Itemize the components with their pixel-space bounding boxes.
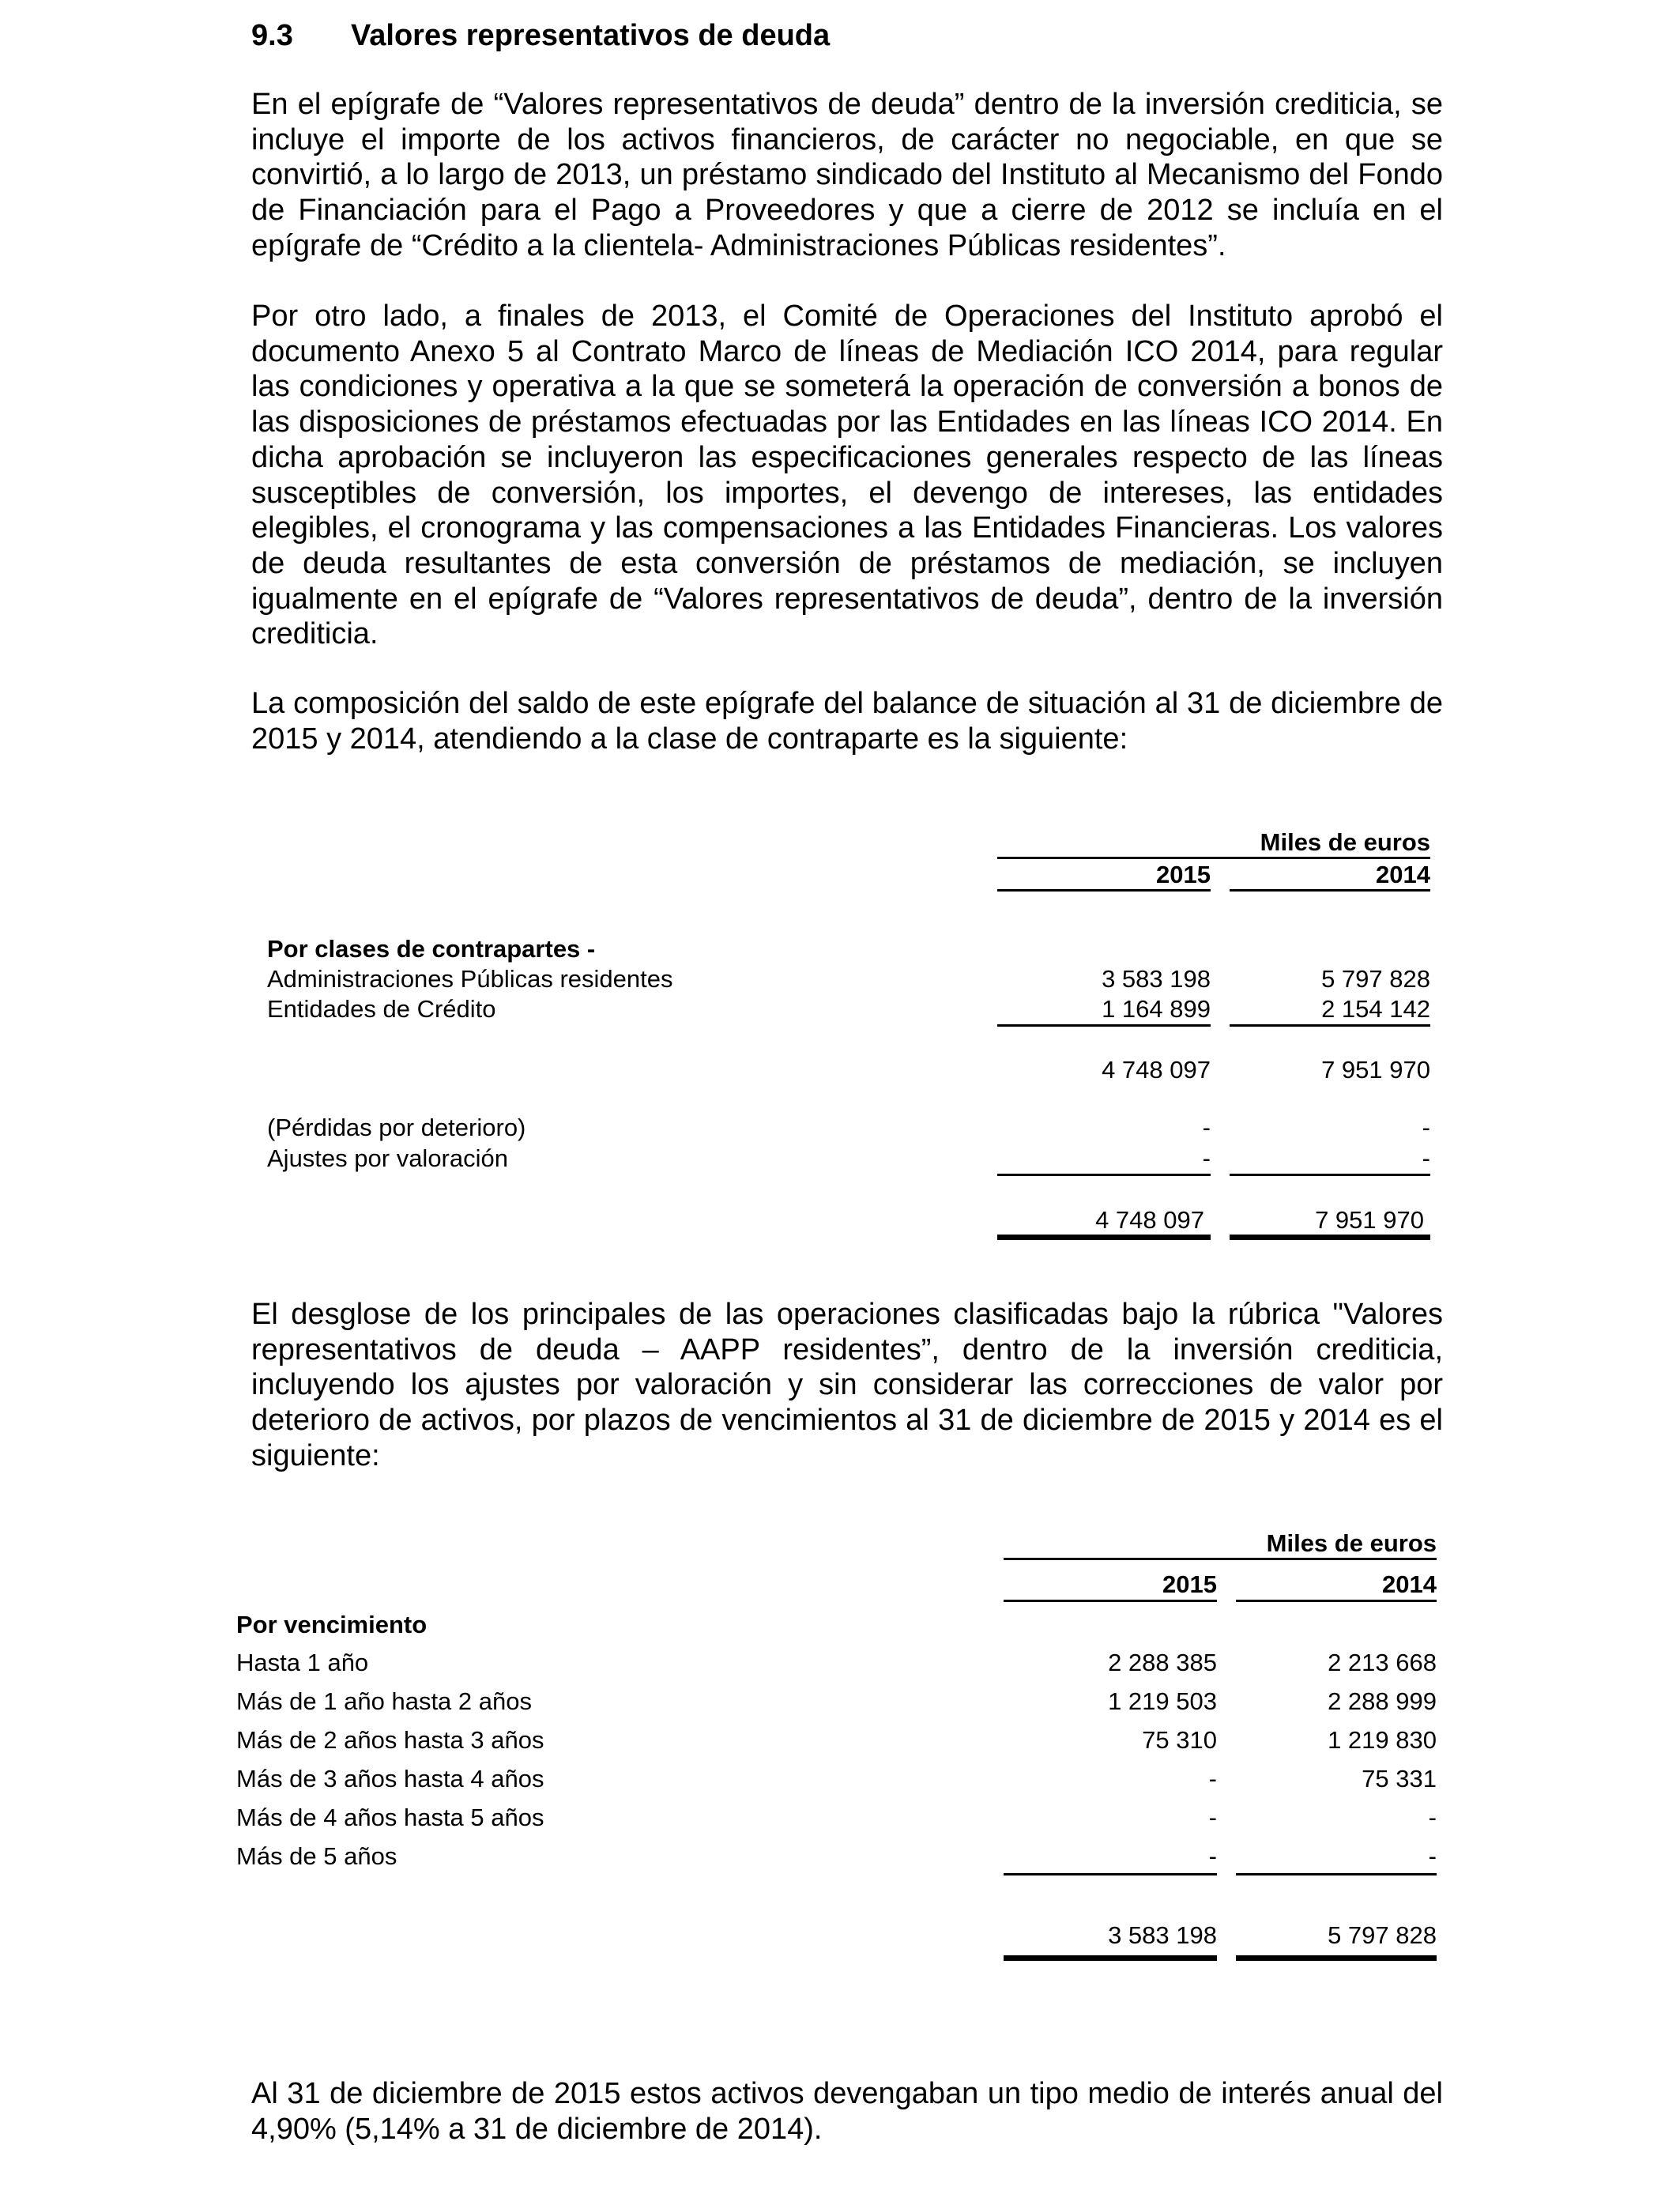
paragraph-4: El desglose de los principales de las operaciones clasificadas bajo la rúbrica "Valores representativos de deuda – AAPP residentes”, dentro de la inversión crediticia, incluyendo los ajustes por valoración y sin considerar las correcciones de valor por deterioro de activos, por plazos de vencimientos al 31 de diciembre de 2015 y 2014 es el siguiente: <box>251 1298 1443 1472</box>
total-rule-2015 <box>997 1174 1211 1176</box>
total-2014: 5 797 828 <box>1328 1921 1437 1949</box>
total-rule-2014 <box>1236 1873 1437 1875</box>
subtotal-2015: 4 748 097 <box>1102 1056 1211 1084</box>
table-cell: 2 154 142 <box>1321 995 1430 1023</box>
table-row-label: Más de 1 año hasta 2 años <box>236 1687 532 1715</box>
col-rule-2014 <box>1230 889 1430 892</box>
table-row-label: Entidades de Crédito <box>267 995 496 1023</box>
table-row-label: Hasta 1 año <box>236 1649 369 1676</box>
table-row-label: Más de 2 años hasta 3 años <box>236 1726 544 1754</box>
total-double-rule-2015 <box>997 1235 1211 1240</box>
total-2015: 3 583 198 <box>1108 1921 1217 1949</box>
subtotal-2014: 7 951 970 <box>1321 1056 1430 1084</box>
paragraph-5: Al 31 de diciembre de 2015 estos activos devengaban un tipo medio de interés anual del 4,90% (5,14% a 31 de diciembre de 2014). <box>251 2077 1443 2146</box>
total-2014: 7 951 970 <box>1315 1206 1424 1234</box>
table-row-label: Ajustes por valoración <box>267 1144 508 1172</box>
col-rule-2014 <box>1236 1600 1437 1602</box>
table-cell: - <box>1208 1765 1217 1793</box>
col-header-2015: 2015 <box>1156 861 1211 888</box>
group-label: Por vencimiento <box>236 1611 428 1638</box>
table-cell: 75 310 <box>1142 1726 1217 1754</box>
table-cell: - <box>1208 1842 1217 1870</box>
col-header-2014: 2014 <box>1376 861 1430 888</box>
total-rule-2014 <box>1230 1174 1430 1176</box>
col-header-2014: 2014 <box>1382 1570 1437 1598</box>
table-row-label: Más de 3 años hasta 4 años <box>236 1765 544 1793</box>
table-cell: - <box>1202 1114 1211 1141</box>
header-rule-top <box>1004 1558 1437 1560</box>
table-row-label: Más de 4 años hasta 5 años <box>236 1804 544 1831</box>
subtotal-rule-2014 <box>1230 1024 1430 1027</box>
table-cell: 1 219 503 <box>1108 1687 1217 1715</box>
group-label: Por clases de contrapartes - <box>267 935 596 963</box>
table-cell: 1 164 899 <box>1102 995 1211 1023</box>
paragraph-3: La composición del saldo de este epígrafe del balance de situación al 31 de diciembre de 2015 y 2014, atendiendo a la clase de contraparte es la siguiente: <box>251 687 1443 756</box>
paragraph-1: En el epígrafe de “Valores representativos de deuda” dentro de la inversión crediticia, se incluye el importe de los activos financieros, de carácter no negociable, en que se convirtió, a lo largo de 2013, un préstamo sindicado del Instituto al Mecanismo del Fondo de Financiación para el Pago a Proveedores y que a cierre de 2012 se incluía en el epígrafe de “Crédito a la clientela- Administraciones Públicas residentes”. <box>251 88 1443 262</box>
table-cell: 2 288 999 <box>1328 1687 1437 1715</box>
unit-header: Miles de euros <box>1260 828 1430 856</box>
section-heading <box>251 19 830 53</box>
section-title: Valores representativos de deuda <box>351 19 831 52</box>
table-cell: 2 288 385 <box>1108 1649 1217 1676</box>
table-cell: - <box>1202 1144 1211 1172</box>
table-cell: 5 797 828 <box>1321 965 1430 993</box>
table-cell: 3 583 198 <box>1102 965 1211 993</box>
table-cell: 1 219 830 <box>1328 1726 1437 1754</box>
paragraph-2: Por otro lado, a finales de 2013, el Comité de Operaciones del Instituto aprobó el documento Anexo 5 al Contrato Marco de líneas de Mediación ICO 2014, para regular las condiciones y operativa a la que se someterá la operación de conversión a bonos de las disposiciones de préstamos efectuadas por las Entidades en las líneas ICO 2014. En dicha aprobación se incluyeron las especificaciones generales respecto de las líneas susceptibles de conversión, los importes, el devengo de intereses, las entidades elegibles, el cronograma y las compensaciones a las Entidades Financieras. Los valores de deuda resultantes de esta conversión de préstamos de mediación, se incluyen igualmente en el epígrafe de “Valores representativos de deuda”, dentro de la inversión crediticia. <box>251 300 1443 651</box>
table-cell: - <box>1208 1804 1217 1831</box>
table-row-label: Administraciones Públicas residentes <box>267 965 673 993</box>
table-cell: 2 213 668 <box>1328 1649 1437 1676</box>
col-rule-2015 <box>1004 1600 1217 1602</box>
unit-header: Miles de euros <box>1266 1529 1437 1557</box>
table-cell: - <box>1428 1804 1437 1831</box>
table-row-label: Más de 5 años <box>236 1842 397 1870</box>
table-cell: 75 331 <box>1362 1765 1437 1793</box>
total-2015: 4 748 097 <box>1095 1206 1204 1234</box>
col-header-2015: 2015 <box>1162 1570 1217 1598</box>
table-cell: - <box>1428 1842 1437 1870</box>
section-number: 9.3 <box>251 19 293 52</box>
total-rule-2015 <box>1004 1873 1217 1875</box>
table-cell: - <box>1422 1114 1430 1141</box>
col-rule-2015 <box>997 889 1211 892</box>
subtotal-rule-2015 <box>997 1024 1211 1027</box>
table-cell: - <box>1422 1144 1430 1172</box>
table-row-label: (Pérdidas por deterioro) <box>267 1114 526 1141</box>
total-double-rule-2014 <box>1230 1235 1430 1240</box>
total-double-rule-2014 <box>1236 1955 1437 1961</box>
total-double-rule-2015 <box>1004 1955 1217 1961</box>
header-rule-top <box>997 857 1430 859</box>
